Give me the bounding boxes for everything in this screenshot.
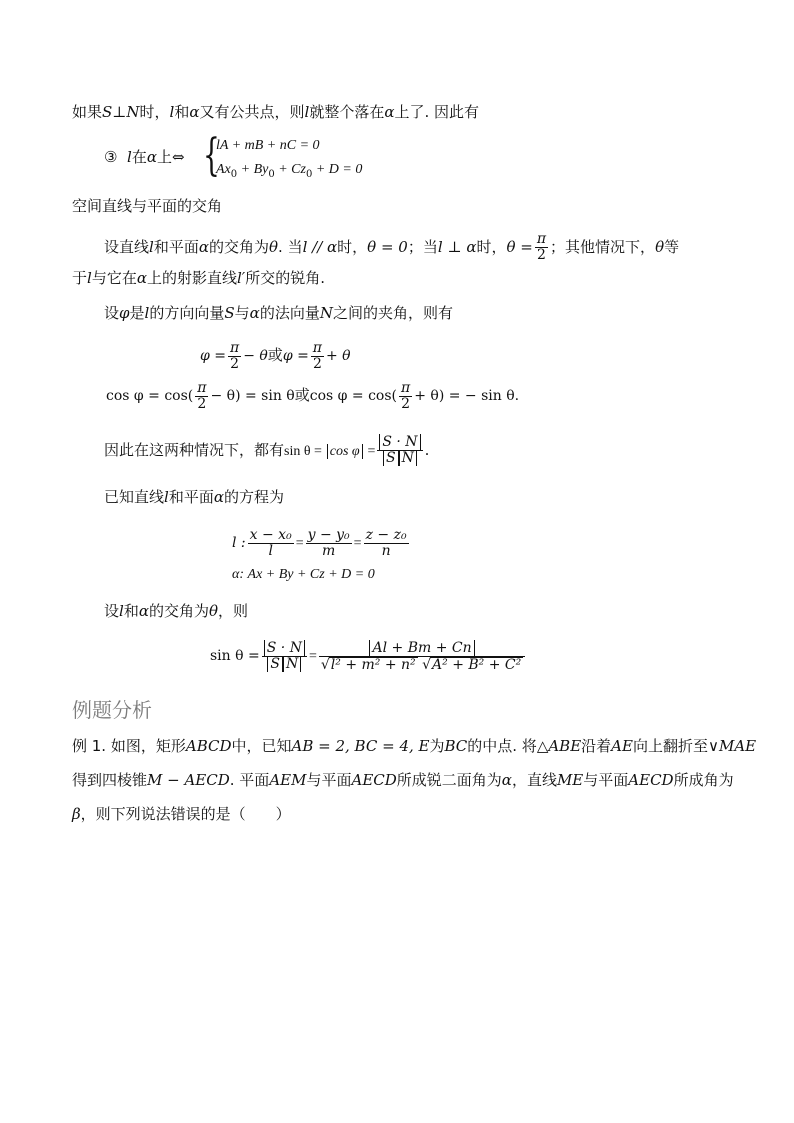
set-angle-line: 设l和α的交角为θ，则	[104, 602, 249, 620]
section-title: 例题分析	[72, 698, 152, 722]
condition-3: ③ l在α上⇔	[104, 148, 185, 166]
example-line-1: 例 1. 如图，矩形ABCD中，已知AB = 2, BC = 4, E为BC的中点. 将△ABE沿着AE向上翻折至∨MAE	[72, 737, 757, 755]
known-equations-intro: 已知直线l和平面α的方程为	[104, 488, 284, 506]
both-cases-line: 因此在这两种情况下，都有sin θ = cos φ = $\frac{S \cdot N}{\text{S N}}$ .	[104, 434, 430, 466]
fraction: $\frac{\pi}{2}$	[401, 380, 411, 413]
cos-equation: cos φ = cos( $\frac{\pi}{2}$ − θ) = sin θ或cos φ = cos( $\frac{\pi}{2}$ + θ) = − sin θ.	[106, 380, 520, 413]
text-line-perpendicular: 如果S⊥N时，l和α又有公共点，则l就整个落在α上了. 因此有	[72, 103, 480, 121]
fraction: $\frac{\pi}{2}$	[536, 231, 547, 263]
line-equation: l : $\frac{\text{x − x₀}}{l}$ = $\frac{\text{y − y₀}}{m}$ = $\frac{\text{z − z₀}}{n}$	[232, 527, 407, 560]
fraction: $\frac{\text{y − y₀}}{m}$	[307, 527, 350, 560]
fraction: $\frac{\pi}{2}$	[229, 340, 240, 373]
brace-symbol: {	[203, 130, 220, 181]
fraction: $\frac{S \cdot N}{\text{S N}}$	[377, 435, 422, 466]
plane-equation: α: Ax + By + Cz + D = 0	[232, 567, 375, 582]
definition-line-2: 于l与它在α上的射影直线l′所交的锐角.	[72, 269, 325, 287]
system-equation-1: lA + mB + nC = 0	[216, 138, 320, 153]
fraction: $\frac{\pi}{2}$	[312, 340, 322, 373]
phi-definition: 设φ是l的方向向量S与α的法向量N之间的夹角，则有	[104, 304, 453, 322]
fraction: $\frac{\text{x − x₀}}{l}$	[249, 527, 292, 560]
fraction: $\frac{\text{z − z₀}}{n}$	[365, 527, 407, 560]
phi-equation: φ = $\frac{\pi}{2}$ − θ或φ = $\frac{\pi}{2}$ + θ	[200, 340, 351, 373]
system-equation-2: $Ax_0 + By_0 + Cz_0 + D = 0$	[216, 162, 363, 180]
fraction: $\frac{Al + Bm + Cn}{\text{√l² + m² + n² √A² + B² + C²}}$	[319, 641, 525, 673]
example-line-2: 得到四棱锥M − AECD. 平面AEM与平面AECD所成锐二面角为α，直线ME与平面AECD所成角为	[72, 771, 734, 789]
fraction: $\frac{S \cdot N}{\text{S N}}$	[262, 641, 307, 672]
subsection-heading: 空间直线与平面的交角	[72, 197, 223, 215]
final-formula: sin θ = $\frac{S \cdot N}{\text{S N}}$ = $\frac{Al + Bm + Cn}{\text{√l² + m² + n² √A² + B² + C²}}$	[210, 636, 527, 677]
fraction: $\frac{\pi}{2}$	[197, 380, 207, 413]
definition-line-1: 设直线l和平面α的交角为θ. 当l // α时，θ = 0；当l ⊥ α时，θ = $\frac{\pi}{2}$ ；其他情况下，θ等	[104, 231, 680, 263]
example-line-3: β，则下列说法错误的是（ ）	[72, 805, 291, 823]
